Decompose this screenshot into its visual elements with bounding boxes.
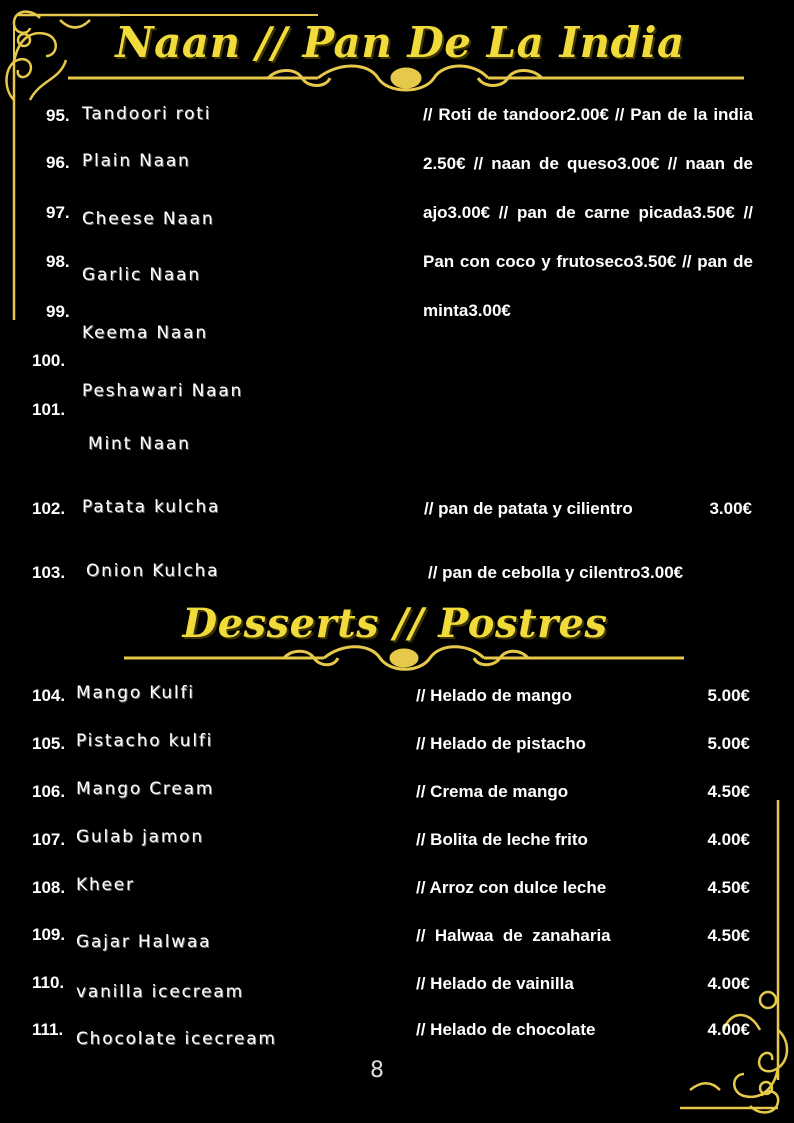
left-border-line (13, 20, 15, 320)
item-number: 105. (32, 734, 66, 753)
title-flourish-icon (124, 643, 684, 677)
item-price: 4.50€ (707, 926, 750, 945)
item-name: Keema Naan (82, 323, 208, 343)
item-number: 107. (32, 830, 66, 849)
item-price: 4.50€ (707, 878, 750, 897)
item-description: // Helado de chocolate (416, 1020, 596, 1039)
item-number: 101. (32, 400, 66, 419)
item-name: Pistacho kulfi (76, 731, 214, 751)
item-name: Patata kulcha (82, 497, 221, 517)
item-price: 4.00€ (707, 1020, 750, 1039)
naan-section-title: Naan // Pan De La India (115, 18, 685, 67)
item-name: Mint Naan (88, 434, 191, 454)
item-name: Peshawari Naan (82, 381, 244, 401)
item-description: // Arroz con dulce leche (416, 878, 607, 897)
item-name: vanilla icecream (76, 982, 244, 1002)
item-description: // Halwaa de zanaharia (416, 926, 611, 945)
desserts-section-title: Desserts // Postres (182, 600, 608, 647)
item-description: // Helado de mango (416, 686, 572, 705)
naan-description: // Roti de tandoor2.00€ // Pan de la india 2.50€ // naan de queso3.00€ // naan de ajo3.00€ // pan de carne picada3.50€ // Pan con coco y frutoseco3.50€ // pan de minta3.00€ (423, 105, 753, 320)
item-price: 5.00€ (707, 734, 750, 753)
item-number: 97. (46, 203, 70, 222)
item-price: 3.00€ (709, 499, 752, 518)
item-number: 104. (32, 686, 66, 705)
item-number: 106. (32, 782, 66, 801)
item-description: // Bolita de leche frito (416, 830, 588, 849)
item-name: Cheese Naan (82, 209, 215, 229)
top-border-line (18, 14, 318, 16)
item-description: // pan de cebolla y cilentro3.00€ (428, 563, 684, 582)
item-number: 98. (46, 252, 70, 271)
item-number: 95. (46, 106, 70, 125)
item-description: // Helado de pistacho (416, 734, 587, 753)
item-name: Gajar Halwaa (76, 932, 212, 952)
item-name: Kheer (76, 875, 135, 895)
item-name: Onion Kulcha (86, 561, 220, 581)
item-name: Mango Cream (76, 779, 215, 799)
item-number: 100. (32, 351, 66, 370)
item-description: // Helado de vainilla (416, 974, 574, 993)
item-name: Plain Naan (82, 151, 191, 171)
item-number: 99. (46, 302, 70, 321)
page-number: 8 (370, 1058, 384, 1083)
item-number: 102. (32, 499, 66, 518)
item-price: 4.00€ (707, 974, 750, 993)
item-price: 4.50€ (707, 782, 750, 801)
item-name: Gulab jamon (76, 827, 204, 847)
item-number: 109. (32, 925, 66, 944)
item-name: Mango Kulfi (76, 683, 195, 703)
item-price: 5.00€ (707, 686, 750, 705)
item-number: 111. (32, 1020, 64, 1039)
item-description: // pan de patata y cilientro (424, 499, 633, 518)
item-description: // Crema de mango (416, 782, 569, 801)
item-name: Tandoori roti (82, 104, 212, 124)
item-number: 108. (32, 878, 66, 897)
item-name: Chocolate icecream (76, 1029, 277, 1049)
item-number: 96. (46, 153, 70, 172)
item-number: 103. (32, 563, 66, 582)
item-number: 110. (32, 973, 65, 992)
item-name: Garlic Naan (82, 265, 201, 285)
item-price: 4.00€ (707, 830, 750, 849)
